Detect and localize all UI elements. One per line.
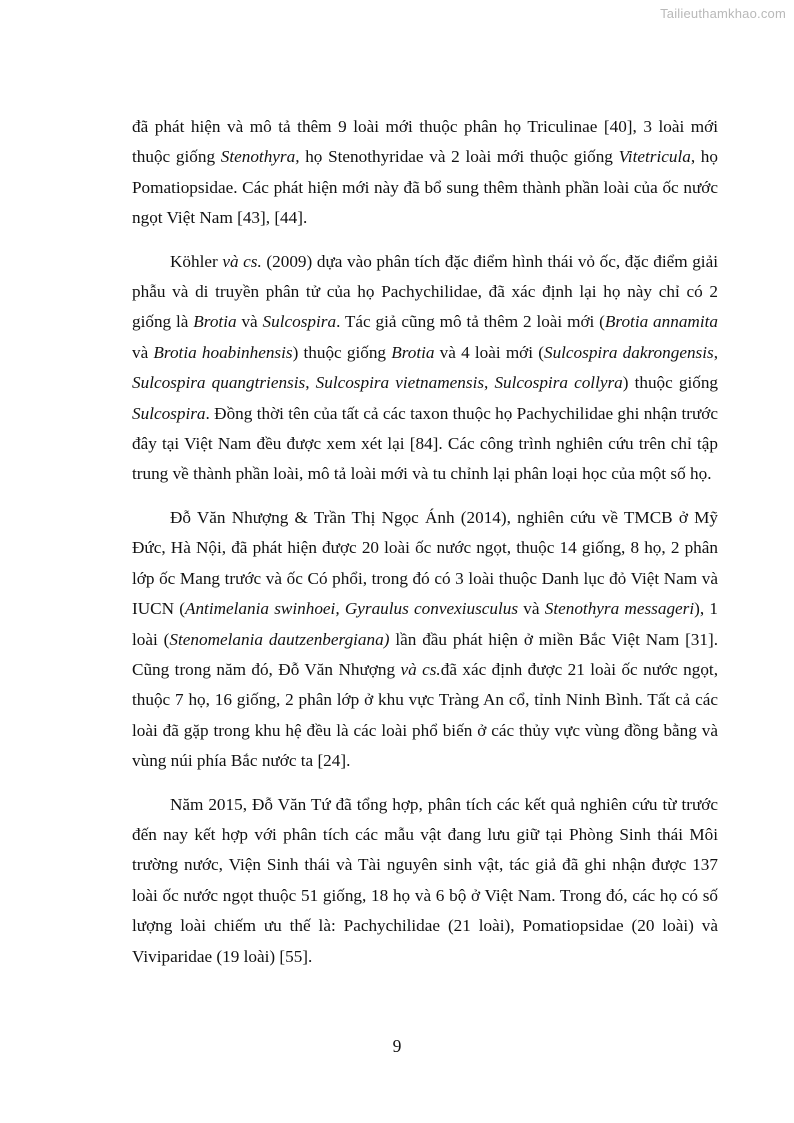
text-run: , <box>305 373 316 393</box>
text-run: Köhler <box>170 251 223 271</box>
italic-term: Sulcospira vietnamensis <box>315 373 485 393</box>
italic-term: Vitetricula <box>618 147 691 167</box>
text-run: và <box>236 312 263 332</box>
text-run: và <box>518 599 545 619</box>
paragraph-2 <box>132 247 718 490</box>
text-run: . Đồng thời tên của tất cả các taxon thuộc họ Pachychilidae ghi nhận trước đây tại Việt Nam đều được xem xét lại [84]. Các công trình nghiên cứu trên chỉ tập trung về thành phần loài, mô tả loài mới và tu chỉnh lại phân loại học của một số họ. <box>132 403 718 484</box>
italic-term: Brotia <box>193 312 237 332</box>
text-run: ) thuộc giống <box>292 342 392 362</box>
text-run: (2009) dựa vào phân tích đặc điểm hình thái vỏ ốc, đặc điểm giải phẫu và di truyền phân tử của họ Pachychilidae, đã xác định lại họ này chỉ có 2 giống là <box>132 251 718 332</box>
italic-term: Stenothyra messageri <box>544 599 695 619</box>
text-run: lần đầu phát hiện ở miền Bắc Việt Nam [31]. Cũng trong năm đó, Đỗ Văn Nhượng <box>132 629 719 679</box>
text-run: , họ Pomatiopsidae. Các phát hiện mới này đã bổ sung thêm thành phần loài của ốc nước ngọt Việt Nam [43], [44]. <box>132 147 718 228</box>
text-run: ), 1 loài ( <box>132 599 718 649</box>
italic-term: Brotia hoabinhensis <box>153 342 293 362</box>
italic-term: và cs. <box>222 251 262 271</box>
text-run: Đỗ Văn Nhượng & Trần Thị Ngọc Ánh (2014), nghiên cứu về TMCB ở Mỹ Đức, Hà Nội, đã phát hiện được 20 loài ốc nước ngọt, thuộc 14 giống, 8 họ, 2 phân lớp ốc Mang trước và ốc Có phổi, trong đó có 3 loài thuộc Danh lục đỏ Việt Nam và IUCN ( <box>132 507 718 619</box>
text-run: đã xác định được 21 loài ốc nước ngọt, thuộc 7 họ, 16 giống, 2 phân lớp ở khu vực Tràng An cổ, tỉnh Ninh Bình. Tất cả các loài đã gặp trong khu hệ đều là các loài phổ biến ở các thủy vực vùng đồng bằng và vùng núi phía Bắc nước ta [24]. <box>132 659 719 771</box>
text-run: , <box>713 342 718 362</box>
text-run: , <box>484 373 495 393</box>
italic-term: Sulcospira collyra <box>494 373 623 393</box>
italic-term: Brotia annamita <box>604 312 718 332</box>
text-run: và <box>132 342 154 362</box>
italic-term: Sulcospira <box>132 403 206 423</box>
document-body <box>132 112 718 985</box>
text-run: và 4 loài mới ( <box>434 342 544 362</box>
italic-term: Antimelania swinhoei, Gyraulus convexiusculus <box>184 599 519 619</box>
italic-term: và cs. <box>400 659 441 679</box>
italic-term: Sulcospira <box>262 312 337 332</box>
paragraph-1 <box>132 112 718 234</box>
paragraph-4 <box>132 790 718 972</box>
italic-term: Sulcospira quangtriensis <box>132 373 306 393</box>
italic-term: Stenothyra, <box>220 147 300 167</box>
page-number: 9 <box>392 1036 402 1056</box>
paragraph-3 <box>132 503 718 777</box>
text-run: Năm 2015, Đỗ Văn Tứ đã tổng hợp, phân tích các kết quả nghiên cứu từ trước đến nay kết hợp với phân tích các mẫu vật đang lưu giữ tại Phòng Sinh thái Môi trường nước, Viện Sinh thái và Tài nguyên sinh vật, tác giả đã ghi nhận được 137 loài ốc nước ngọt thuộc 51 giống, 18 họ và 6 bộ ở Việt Nam. Trong đó, các họ có số lượng loài chiếm ưu thế là: Pachychilidae (21 loài), Pomatiopsidae (20 loài) và Viviparidae (19 loài) [55]. <box>132 794 718 966</box>
italic-term: Stenomelania dautzenbergiana) <box>169 629 390 649</box>
watermark: Tailieuthamkhao.com <box>660 6 786 21</box>
text-run: . Tác giả cũng mô tả thêm 2 loài mới ( <box>336 312 605 332</box>
text-run: họ Stenothyridae và 2 loài mới thuộc giống <box>299 147 619 167</box>
italic-term: Brotia <box>391 342 435 362</box>
text-run: ) thuộc giống <box>622 373 719 393</box>
italic-term: Sulcospira dakrongensis <box>543 342 714 362</box>
text-run: đã phát hiện và mô tả thêm 9 loài mới thuộc phân họ Triculinae [40], 3 loài mới thuộc giống <box>132 117 718 167</box>
